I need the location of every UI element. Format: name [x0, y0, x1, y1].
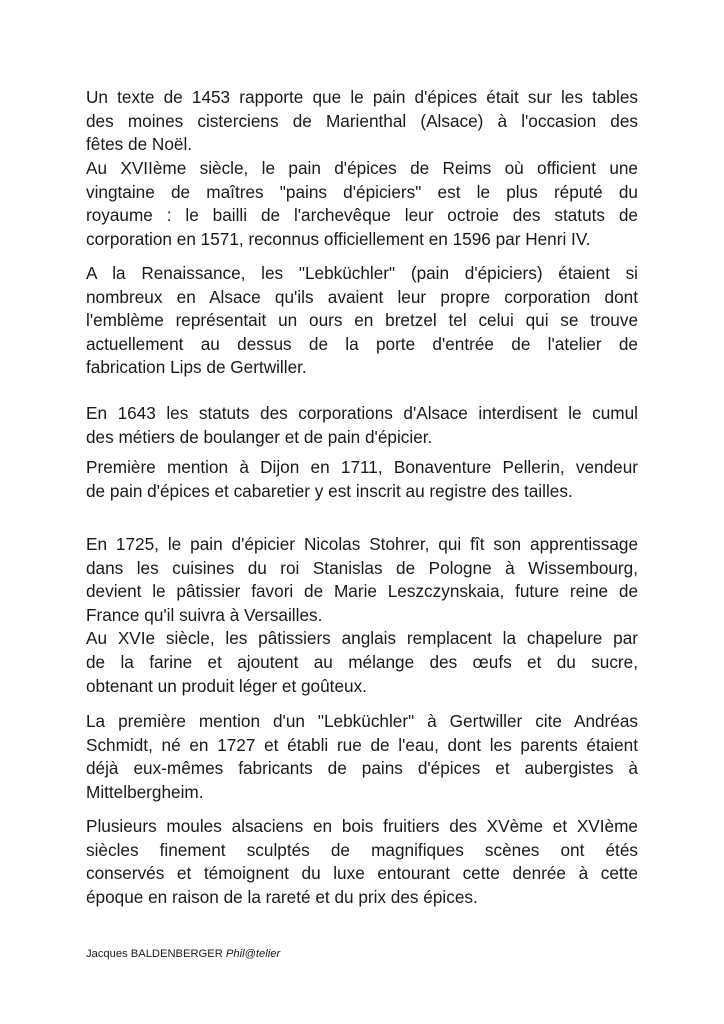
text-line: devient le pâtissier favori de Marie Leszczynskaia, future reine de: [86, 581, 638, 602]
text-line: obtenant un produit léger et goûteux.: [86, 675, 367, 696]
text-line: actuellement au dessus de la porte d'entrée de l'atelier de: [86, 333, 638, 354]
text-line: En 1643 les statuts des corporations d'Alsace interdisent le cumul: [86, 403, 638, 423]
text-line: époque en raison de la rareté et du prix des épices.: [86, 886, 478, 907]
text-line: Mittelbergheim.: [86, 781, 204, 802]
text-line: Première mention à Dijon en 1711, Bonaventure Pellerin, vendeur: [86, 457, 638, 477]
text-line: déjà eux-mêmes fabricants de pains d'épices et aubergistes à: [86, 758, 638, 779]
text-line: Au XVIIème siècle, le pain d'épices de Reims où officient une: [86, 158, 638, 178]
text-line: Un texte de 1453 rapporte que le pain d'épices était sur les tables: [86, 87, 638, 107]
text-line: des métiers de boulanger et de pain d'épicier.: [86, 426, 433, 447]
text-line: de la farine et ajoutent au mélange des œufs et du sucre,: [86, 651, 638, 672]
footer-signature: Phil@telier: [225, 948, 281, 960]
text-line: A la Renaissance, les "Lebküchler" (pain d'épiciers) étaient si: [86, 263, 638, 283]
footer-author: Jacques BALDENBERGER: [86, 948, 223, 960]
text-line: conservés et témoignent du luxe entourant cette denrée à cette: [86, 863, 638, 884]
text-line: Au XVIe siècle, les pâtissiers anglais remplacent la chapelure par: [86, 628, 638, 649]
text-line: des moines cisterciens de Marienthal (Alsace) à l'occasion des: [86, 110, 638, 131]
text-line: Plusieurs moules alsaciens en bois fruitiers des XVème et XVIème: [86, 816, 638, 836]
text-line: La première mention d'un "Lebküchler" à Gertwiller cite Andréas: [86, 711, 638, 731]
paragraph-renaissance: [86, 262, 638, 380]
paragraph-moules: [86, 815, 638, 909]
text-line: France qu'il suivra à Versailles.: [86, 604, 323, 625]
text-line: Schmidt, né en 1727 et établi rue de l'eau, dont les parents étaient: [86, 734, 638, 755]
paragraph-1725: [86, 533, 638, 698]
page-footer: [86, 948, 280, 960]
text-line: dans les cuisines du roi Stanislas de Pologne à Wissembourg,: [86, 557, 638, 578]
text-line: siècles finement sculptés de magnifiques scènes ont étés: [86, 839, 638, 860]
text-line: corporation en 1571, reconnus officiellement en 1596 par Henri IV.: [86, 228, 591, 249]
paragraph-reims: [86, 157, 638, 251]
text-line: fêtes de Noël.: [86, 134, 193, 155]
paragraph-1453: [86, 86, 638, 157]
text-line: royaume : le bailli de l'archevêque leur octroie des statuts de: [86, 205, 638, 226]
text-line: En 1725, le pain d'épicier Nicolas Stohrer, qui fît son apprentissage: [86, 534, 638, 554]
text-line: de pain d'épices et cabaretier y est inscrit au registre des tailles.: [86, 480, 573, 501]
text-line: vingtaine de maîtres "pains d'épiciers" est le plus réputé du: [86, 181, 638, 202]
text-line: l'emblème représentait un ours en bretzel tel celui qui se trouve: [86, 310, 638, 331]
text-line: nombreux en Alsace qu'ils avaient leur propre corporation dont: [86, 286, 638, 307]
paragraph-gertwiller: [86, 710, 638, 804]
paragraph-dijon: [86, 456, 638, 503]
text-line: fabrication Lips de Gertwiller.: [86, 357, 307, 378]
paragraph-1643: [86, 402, 638, 449]
